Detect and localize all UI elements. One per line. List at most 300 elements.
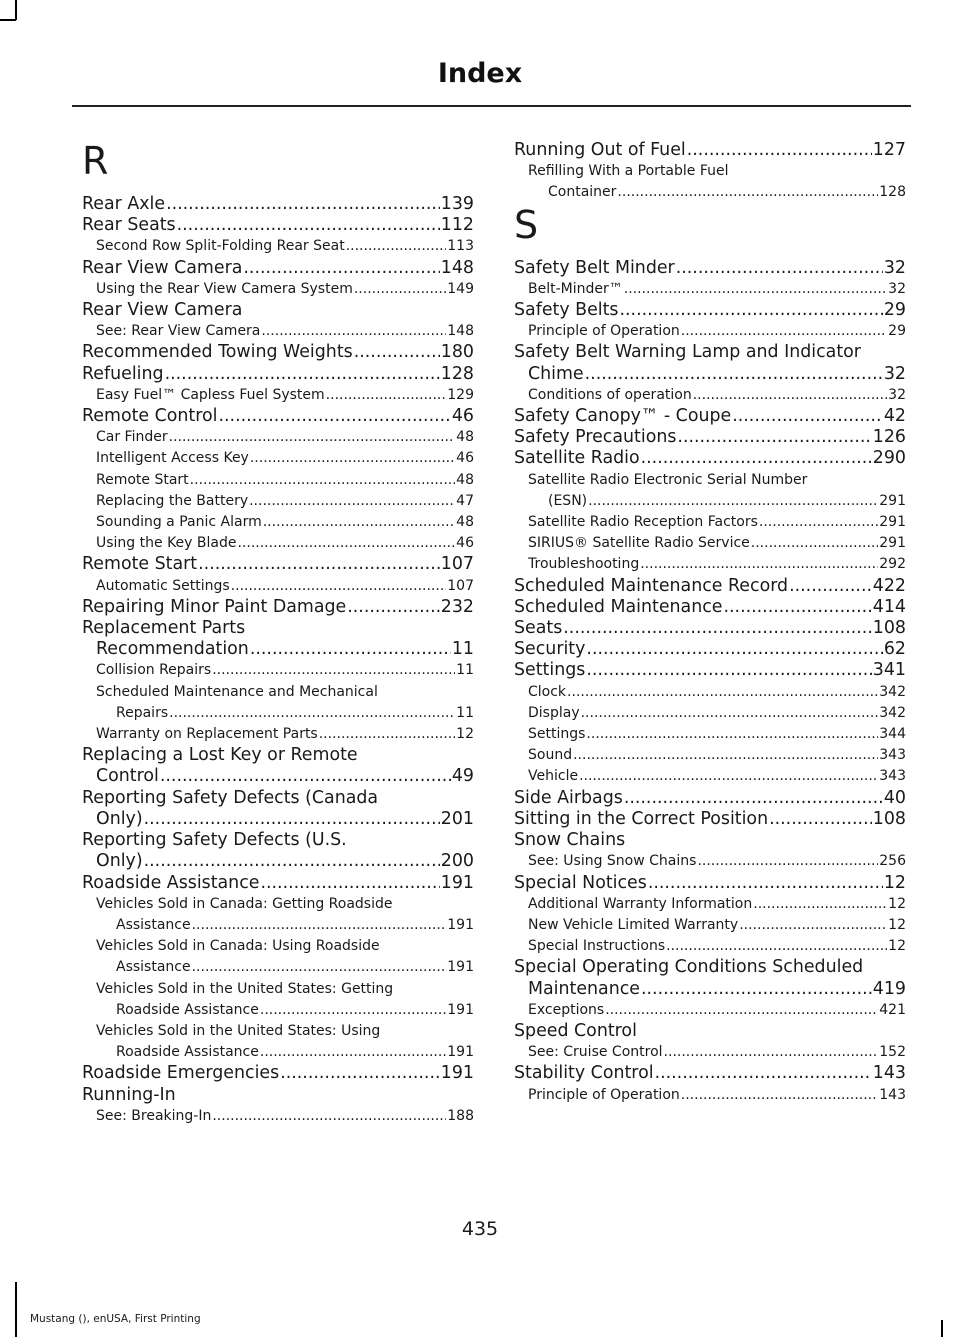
index-subentry bbox=[514, 851, 906, 872]
dot-leader bbox=[753, 894, 887, 915]
dot-leader bbox=[319, 724, 455, 745]
entry-label: Chime bbox=[528, 363, 584, 384]
dot-leader bbox=[641, 448, 872, 469]
dot-leader bbox=[144, 851, 440, 872]
index-subentry bbox=[82, 533, 474, 554]
entry-page-number: 421 bbox=[879, 1001, 906, 1018]
index-column-left bbox=[82, 140, 474, 1127]
dot-leader bbox=[144, 809, 440, 830]
index-entry bbox=[82, 597, 474, 618]
entry-text-line: Satellite Radio Electronic Serial Number bbox=[528, 471, 808, 488]
index-subentry bbox=[514, 1042, 906, 1063]
entry-label: Principle of Operation bbox=[528, 1086, 680, 1103]
entry-page-number: 108 bbox=[872, 808, 906, 829]
entry-text-line: Refilling With a Portable Fuel bbox=[528, 163, 729, 180]
index-subentry bbox=[82, 512, 474, 533]
dot-leader bbox=[573, 745, 878, 766]
crop-mark bbox=[15, 0, 17, 20]
entry-page-number: 191 bbox=[440, 872, 474, 893]
entry-label: Refueling bbox=[82, 363, 164, 384]
dot-leader bbox=[751, 533, 878, 554]
entry-page-number: 32 bbox=[883, 257, 906, 278]
dot-leader bbox=[605, 1000, 878, 1021]
entry-label: Safety Belt Minder bbox=[514, 257, 675, 278]
dot-leader bbox=[687, 140, 872, 161]
entry-page-number: 343 bbox=[879, 747, 906, 764]
dot-leader bbox=[789, 576, 872, 597]
section-letter: S bbox=[514, 202, 539, 247]
crop-mark bbox=[15, 1282, 17, 1337]
entry-label: Warranty on Replacement Parts bbox=[96, 726, 318, 743]
entry-label: Roadside Emergencies bbox=[82, 1063, 280, 1084]
entry-label: Automatic Settings bbox=[96, 577, 230, 594]
dot-leader bbox=[347, 597, 440, 618]
entry-page-number: 152 bbox=[879, 1044, 906, 1061]
entry-page-number: 191 bbox=[447, 1001, 474, 1018]
entry-label: Recommended Towing Weights bbox=[82, 342, 353, 363]
index-entry bbox=[514, 957, 906, 999]
dot-leader bbox=[617, 182, 878, 203]
dot-leader bbox=[192, 957, 447, 978]
entry-text-line: Reporting Safety Defects (U.S. bbox=[82, 830, 347, 851]
index-entry bbox=[514, 258, 906, 279]
dot-leader bbox=[326, 385, 447, 406]
dot-leader bbox=[212, 1106, 446, 1127]
index-entry bbox=[82, 194, 474, 215]
index-entry bbox=[82, 830, 474, 872]
index-subentry bbox=[82, 660, 474, 681]
dot-leader bbox=[585, 364, 883, 385]
entry-page-number: 46 bbox=[456, 535, 474, 552]
entry-page-number: 128 bbox=[879, 184, 906, 201]
entry-label: Remote Start bbox=[96, 471, 189, 488]
entry-page-number: 46 bbox=[451, 406, 474, 427]
entry-label: Clock bbox=[528, 683, 567, 700]
index-subentry bbox=[82, 576, 474, 597]
dot-leader bbox=[166, 194, 440, 215]
dot-leader bbox=[620, 300, 883, 321]
index-entry bbox=[82, 364, 474, 385]
dot-leader bbox=[567, 682, 878, 703]
index-subentry bbox=[82, 427, 474, 448]
entry-label: Troubleshooting bbox=[528, 556, 640, 573]
index-subentry bbox=[82, 448, 474, 469]
dot-leader bbox=[624, 279, 887, 300]
entry-label: Running Out of Fuel bbox=[514, 140, 686, 160]
index-subentry bbox=[514, 321, 906, 342]
index-entry bbox=[514, 576, 906, 597]
index-entry bbox=[82, 554, 474, 575]
entry-label: Speed Control bbox=[514, 1020, 637, 1041]
entry-label: SIRIUS® Satellite Radio Service bbox=[528, 535, 750, 552]
entry-label: Stability Control bbox=[514, 1063, 654, 1084]
entry-page-number: 419 bbox=[872, 978, 906, 999]
entry-page-number: 42 bbox=[883, 406, 906, 427]
entry-page-number: 292 bbox=[879, 556, 906, 573]
entry-page-number: 32 bbox=[888, 280, 906, 297]
dot-leader bbox=[354, 342, 440, 363]
index-entry bbox=[514, 809, 906, 830]
entry-page-number: 200 bbox=[440, 851, 474, 872]
dot-leader bbox=[640, 554, 878, 575]
dot-leader bbox=[177, 215, 440, 236]
entry-label: New Vehicle Limited Warranty bbox=[528, 916, 739, 933]
dot-leader bbox=[732, 406, 883, 427]
entry-label: See: Breaking-In bbox=[96, 1107, 212, 1124]
dot-leader bbox=[648, 873, 883, 894]
entry-label: Security bbox=[514, 639, 586, 660]
index-subentry bbox=[514, 1085, 906, 1106]
entry-label: Exceptions bbox=[528, 1001, 605, 1018]
index-subentry bbox=[514, 279, 906, 300]
entry-page-number: 62 bbox=[883, 639, 906, 660]
entry-label: Collision Repairs bbox=[96, 662, 212, 679]
index-subentry bbox=[514, 915, 906, 936]
entry-page-number: 256 bbox=[879, 853, 906, 870]
crop-mark bbox=[0, 19, 16, 21]
index-entry bbox=[514, 597, 906, 618]
entry-page-number: 341 bbox=[872, 660, 906, 681]
entry-page-number: 139 bbox=[440, 194, 474, 214]
index-entry bbox=[82, 300, 474, 321]
dot-leader bbox=[219, 406, 451, 427]
index-subentry bbox=[514, 554, 906, 575]
entry-label: (ESN) bbox=[548, 492, 588, 509]
dot-leader bbox=[263, 512, 455, 533]
index-subentry bbox=[82, 470, 474, 491]
index-entry bbox=[514, 618, 906, 639]
entry-label: Settings bbox=[528, 726, 586, 743]
index-entry bbox=[82, 342, 474, 363]
entry-label: Safety Belts bbox=[514, 300, 619, 321]
dot-leader bbox=[586, 660, 871, 681]
entry-label: Conditions of operation bbox=[528, 386, 692, 403]
entry-page-number: 191 bbox=[447, 959, 474, 976]
index-entry bbox=[514, 342, 906, 384]
entry-label: Special Notices bbox=[514, 872, 647, 893]
crop-mark bbox=[941, 1320, 943, 1337]
entry-label: Control bbox=[96, 766, 159, 787]
entry-page-number: 48 bbox=[456, 514, 474, 531]
entry-label: Belt-Minder™ bbox=[528, 280, 623, 297]
dot-leader bbox=[280, 1063, 440, 1084]
dot-leader bbox=[237, 533, 455, 554]
entry-label: Scheduled Maintenance bbox=[514, 596, 723, 617]
entry-text-line: Replacing a Lost Key or Remote bbox=[82, 745, 358, 766]
dot-leader bbox=[563, 618, 872, 639]
index-subentry bbox=[514, 724, 906, 745]
entry-page-number: 191 bbox=[440, 1063, 474, 1084]
index-entry bbox=[514, 448, 906, 469]
entry-page-number: 107 bbox=[447, 577, 474, 594]
entry-label: Only) bbox=[96, 851, 143, 872]
index-subentry bbox=[82, 279, 474, 300]
entry-label: Roadside Assistance bbox=[116, 1044, 259, 1061]
index-entry bbox=[82, 1085, 474, 1106]
dot-leader bbox=[697, 851, 878, 872]
entry-page-number: 128 bbox=[440, 363, 474, 384]
entry-label: Sound bbox=[528, 747, 573, 764]
dot-leader bbox=[769, 809, 872, 830]
dot-leader bbox=[346, 236, 447, 257]
entry-page-number: 127 bbox=[872, 140, 906, 160]
entry-page-number: 201 bbox=[440, 808, 474, 829]
entry-label: Scheduled Maintenance Record bbox=[514, 575, 789, 596]
entry-text-line: Special Operating Conditions Scheduled bbox=[514, 957, 864, 978]
entry-page-number: 344 bbox=[879, 726, 906, 743]
index-subentry bbox=[82, 936, 474, 978]
header-divider bbox=[72, 105, 911, 107]
entry-label: Remote Control bbox=[82, 406, 218, 427]
entry-label: Rear View Camera bbox=[82, 257, 243, 278]
entry-label: Second Row Split-Folding Rear Seat bbox=[96, 238, 345, 255]
entry-page-number: 107 bbox=[440, 554, 474, 575]
entry-page-number: 12 bbox=[456, 726, 474, 743]
entry-label: Principle of Operation bbox=[528, 323, 680, 340]
entry-label: Assistance bbox=[116, 916, 191, 933]
entry-label: Rear Axle bbox=[82, 194, 166, 214]
entry-label: Replacing the Battery bbox=[96, 492, 249, 509]
dot-leader bbox=[260, 873, 439, 894]
entry-page-number: 143 bbox=[872, 1063, 906, 1084]
index-entry bbox=[82, 618, 474, 660]
entry-label: Roadside Assistance bbox=[116, 1001, 259, 1018]
entry-text-line: Vehicles Sold in Canada: Getting Roadside bbox=[96, 895, 393, 912]
index-subentry bbox=[514, 766, 906, 787]
footer-note: Mustang (), enUSA, First Printing bbox=[30, 1313, 201, 1325]
index-entry bbox=[514, 427, 906, 448]
entry-label: Vehicle bbox=[528, 768, 579, 785]
section-letter: R bbox=[82, 139, 109, 183]
dot-leader bbox=[676, 258, 883, 279]
index-entry bbox=[514, 873, 906, 894]
entry-page-number: 108 bbox=[872, 618, 906, 639]
entry-page-number: 48 bbox=[456, 471, 474, 488]
entry-label: Running-In bbox=[82, 1084, 176, 1105]
entry-label: Sitting in the Correct Position bbox=[514, 808, 769, 829]
index-subentry bbox=[82, 236, 474, 257]
entry-label: Repairing Minor Paint Damage bbox=[82, 596, 347, 617]
index-entry bbox=[514, 406, 906, 427]
index-entry bbox=[82, 1063, 474, 1084]
dot-leader bbox=[693, 385, 887, 406]
entry-page-number: 32 bbox=[883, 363, 906, 384]
entry-page-number: 129 bbox=[447, 386, 474, 403]
dot-leader bbox=[759, 512, 878, 533]
entry-label: Remote Start bbox=[82, 554, 198, 575]
entry-page-number: 12 bbox=[888, 916, 906, 933]
entry-page-number: 191 bbox=[447, 1044, 474, 1061]
dot-leader bbox=[169, 427, 456, 448]
entry-label: Side Airbags bbox=[514, 787, 623, 808]
entry-label: Sounding a Panic Alarm bbox=[96, 514, 262, 531]
entry-page-number: 149 bbox=[447, 280, 474, 297]
index-subentry bbox=[514, 470, 906, 512]
index-entry bbox=[514, 300, 906, 321]
dot-leader bbox=[192, 915, 447, 936]
dot-leader bbox=[160, 766, 451, 787]
entry-label: Settings bbox=[514, 660, 586, 681]
entry-label: Using the Rear View Camera System bbox=[96, 280, 353, 297]
dot-leader bbox=[664, 1042, 879, 1063]
index-subentry bbox=[514, 512, 906, 533]
index-entry bbox=[82, 873, 474, 894]
entry-label: Recommendation bbox=[96, 639, 249, 660]
entry-label: Special Instructions bbox=[528, 938, 666, 955]
index-subentry bbox=[82, 724, 474, 745]
entry-page-number: 126 bbox=[872, 427, 906, 448]
dot-leader bbox=[165, 364, 440, 385]
dot-leader bbox=[681, 1085, 879, 1106]
index-entry bbox=[514, 1063, 906, 1084]
index-subentry bbox=[82, 321, 474, 342]
entry-page-number: 113 bbox=[447, 238, 474, 255]
entry-label: Rear Seats bbox=[82, 215, 176, 236]
entry-page-number: 291 bbox=[879, 492, 906, 509]
index-subentry bbox=[514, 1000, 906, 1021]
index-entry bbox=[82, 258, 474, 279]
entry-label: Satellite Radio Reception Factors bbox=[528, 514, 758, 531]
dot-leader bbox=[212, 660, 455, 681]
dot-leader bbox=[588, 491, 878, 512]
index-entry bbox=[82, 745, 474, 787]
entry-text-line: Vehicles Sold in the United States: Getting bbox=[96, 980, 394, 997]
index-subentry bbox=[514, 682, 906, 703]
index-subentry bbox=[82, 979, 474, 1021]
index-entry bbox=[82, 406, 474, 427]
index-entry bbox=[514, 660, 906, 681]
dot-leader bbox=[641, 979, 872, 1000]
entry-page-number: 342 bbox=[879, 704, 906, 721]
index-subentry bbox=[82, 385, 474, 406]
entry-page-number: 40 bbox=[883, 787, 906, 808]
entry-label: Roadside Assistance bbox=[82, 872, 260, 893]
entry-label: See: Rear View Camera bbox=[96, 323, 261, 340]
entry-page-number: 180 bbox=[440, 342, 474, 363]
dot-leader bbox=[250, 448, 455, 469]
entry-label: Snow Chains bbox=[514, 830, 626, 851]
entry-text-line: Scheduled Maintenance and Mechanical bbox=[96, 683, 378, 700]
dot-leader bbox=[190, 470, 456, 491]
index-subentry bbox=[82, 1021, 474, 1063]
entry-page-number: 232 bbox=[440, 596, 474, 617]
index-entry bbox=[514, 140, 906, 161]
entry-label: Safety Precautions bbox=[514, 427, 677, 448]
dot-leader bbox=[579, 766, 878, 787]
dot-leader bbox=[260, 1042, 446, 1063]
entry-page-number: 414 bbox=[872, 596, 906, 617]
entry-page-number: 291 bbox=[879, 514, 906, 531]
dot-leader bbox=[586, 639, 882, 660]
entry-text-line: Safety Belt Warning Lamp and Indicator bbox=[514, 342, 861, 363]
index-subentry bbox=[514, 894, 906, 915]
entry-label: Container bbox=[548, 184, 617, 201]
entry-page-number: 49 bbox=[451, 766, 474, 787]
dot-leader bbox=[249, 491, 455, 512]
entry-label: See: Using Snow Chains bbox=[528, 853, 697, 870]
index-subentry bbox=[514, 936, 906, 957]
dot-leader bbox=[723, 597, 871, 618]
index-subentry bbox=[82, 682, 474, 724]
index-entry bbox=[82, 215, 474, 236]
entry-label: Safety Canopy™ - Coupe bbox=[514, 406, 732, 427]
index-subentry bbox=[514, 745, 906, 766]
entry-page-number: 143 bbox=[879, 1086, 906, 1103]
entry-page-number: 32 bbox=[888, 386, 906, 403]
entry-text-line: Reporting Safety Defects (Canada bbox=[82, 787, 379, 808]
page-title: Index bbox=[437, 58, 523, 89]
dot-leader bbox=[243, 258, 439, 279]
index-subentry bbox=[82, 1106, 474, 1127]
entry-label: Rear View Camera bbox=[82, 300, 243, 321]
entry-page-number: 343 bbox=[879, 768, 906, 785]
entry-page-number: 11 bbox=[456, 662, 474, 679]
index-subentry bbox=[82, 491, 474, 512]
entry-label: Intelligent Access Key bbox=[96, 450, 249, 467]
entry-label: Assistance bbox=[116, 959, 191, 976]
index-entry bbox=[514, 788, 906, 809]
entry-label: Only) bbox=[96, 808, 143, 829]
index-subentry bbox=[514, 703, 906, 724]
index-subentry bbox=[514, 161, 906, 203]
entry-text-line: Replacement Parts bbox=[82, 618, 246, 639]
dot-leader bbox=[586, 724, 878, 745]
dot-leader bbox=[681, 321, 887, 342]
dot-leader bbox=[169, 703, 455, 724]
dot-leader bbox=[666, 936, 887, 957]
dot-leader bbox=[677, 427, 871, 448]
dot-leader bbox=[739, 915, 887, 936]
entry-page-number: 11 bbox=[451, 639, 474, 660]
entry-label: Repairs bbox=[116, 704, 169, 721]
entry-page-number: 46 bbox=[456, 450, 474, 467]
index-entry bbox=[514, 639, 906, 660]
entry-page-number: 291 bbox=[879, 535, 906, 552]
entry-page-number: 12 bbox=[888, 895, 906, 912]
entry-label: Satellite Radio bbox=[514, 448, 640, 469]
index-subentry bbox=[82, 894, 474, 936]
entry-page-number: 47 bbox=[456, 492, 474, 509]
entry-page-number: 48 bbox=[456, 429, 474, 446]
dot-leader bbox=[198, 554, 440, 575]
entry-text-line: Vehicles Sold in Canada: Using Roadside bbox=[96, 938, 380, 955]
entry-page-number: 191 bbox=[447, 916, 474, 933]
entry-page-number: 29 bbox=[883, 300, 906, 321]
index-entry bbox=[82, 788, 474, 830]
dot-leader bbox=[261, 321, 446, 342]
page-number: 435 bbox=[461, 1218, 499, 1240]
entry-page-number: 12 bbox=[888, 938, 906, 955]
dot-leader bbox=[260, 1000, 446, 1021]
dot-leader bbox=[655, 1063, 872, 1084]
entry-text-line: Vehicles Sold in the United States: Using bbox=[96, 1022, 381, 1039]
entry-label: Additional Warranty Information bbox=[528, 895, 753, 912]
entry-page-number: 112 bbox=[440, 215, 474, 236]
index-subentry bbox=[514, 385, 906, 406]
entry-page-number: 12 bbox=[883, 872, 906, 893]
dot-leader bbox=[354, 279, 446, 300]
index-entry bbox=[514, 1021, 906, 1042]
entry-page-number: 29 bbox=[888, 323, 906, 340]
entry-page-number: 422 bbox=[872, 575, 906, 596]
entry-label: Easy Fuel™ Capless Fuel System bbox=[96, 386, 325, 403]
entry-page-number: 290 bbox=[872, 448, 906, 469]
dot-leader bbox=[581, 703, 879, 724]
index-subentry bbox=[514, 533, 906, 554]
entry-page-number: 148 bbox=[447, 323, 474, 340]
dot-leader bbox=[624, 788, 883, 809]
entry-page-number: 11 bbox=[456, 704, 474, 721]
